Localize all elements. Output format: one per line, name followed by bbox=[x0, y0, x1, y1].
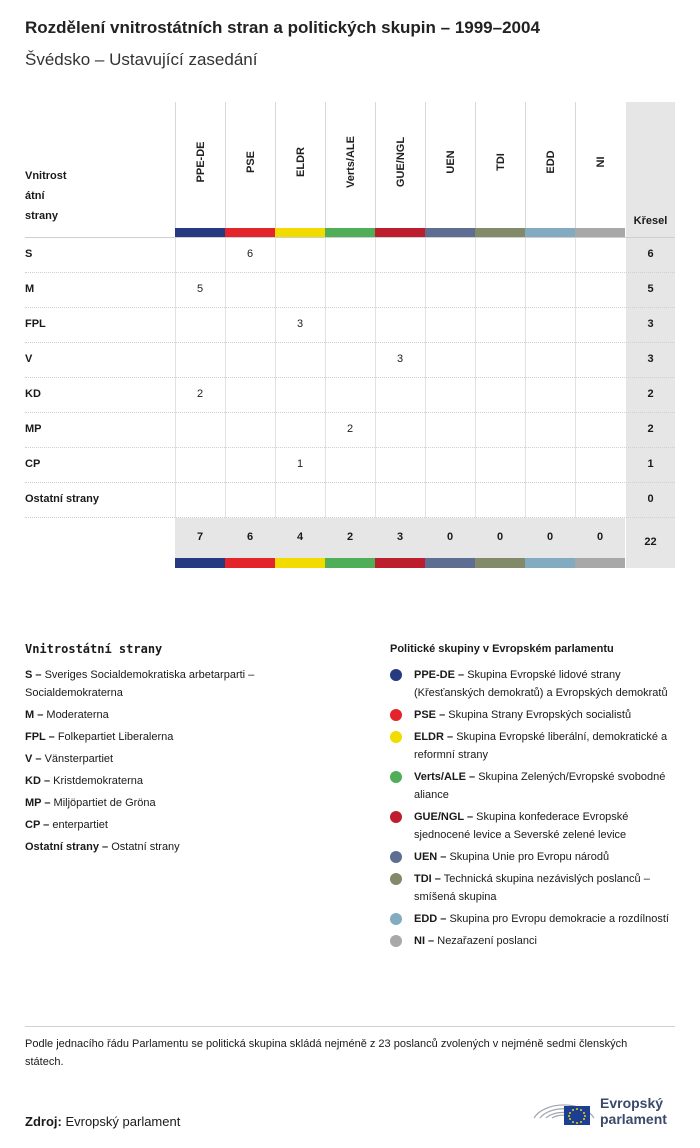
group-total: 6 bbox=[246, 531, 254, 543]
group-header-label: UEN bbox=[445, 150, 457, 174]
group-header-label: NI bbox=[595, 156, 607, 168]
header-divider bbox=[25, 237, 675, 238]
party-legend-name: Sveriges Socialdemokratiska arbetarparti – Socialdemokraterna bbox=[25, 669, 255, 699]
group-legend-name: Skupina Zelených/Evropské svobodné aliance bbox=[414, 771, 666, 801]
group-color-dot-icon bbox=[390, 873, 402, 885]
group-legend-item bbox=[390, 910, 680, 928]
group-header bbox=[375, 102, 426, 228]
party-legend-name: Folkepartiet Liberalerna bbox=[57, 731, 174, 743]
group-color-dot-icon bbox=[390, 935, 402, 947]
group-total: 0 bbox=[496, 531, 504, 543]
party-legend-abbr: KD – bbox=[25, 775, 51, 787]
row-seats: 6 bbox=[647, 248, 654, 260]
source-value: Evropský parlament bbox=[65, 1114, 181, 1129]
source bbox=[25, 1114, 180, 1129]
group-legend-abbr: PPE-DE – bbox=[414, 669, 465, 681]
group-color-bar-bottom bbox=[175, 558, 225, 568]
group-color-bar-bottom bbox=[425, 558, 475, 568]
column-divider bbox=[525, 238, 526, 518]
party-legend-name: Kristdemokraterna bbox=[53, 775, 143, 787]
row-seats: 2 bbox=[647, 423, 654, 435]
group-total: 4 bbox=[296, 531, 304, 543]
party-legend-abbr: Ostatní strany – bbox=[25, 841, 109, 853]
row-party-label: M bbox=[25, 283, 35, 295]
group-legend bbox=[390, 666, 680, 954]
group-total: 7 bbox=[196, 531, 204, 543]
row-divider bbox=[25, 482, 675, 483]
group-legend-name: Skupina pro Evropu demokracie a rozdílností bbox=[449, 913, 669, 925]
row-party-label: V bbox=[25, 353, 33, 365]
group-total: 0 bbox=[596, 531, 604, 543]
party-legend-abbr: FPL – bbox=[25, 731, 55, 743]
table-cell: 2 bbox=[196, 388, 204, 400]
column-divider bbox=[325, 238, 326, 518]
row-seats: 5 bbox=[647, 283, 654, 295]
group-color-dot-icon bbox=[390, 771, 402, 783]
group-legend-abbr: EDD – bbox=[414, 913, 447, 925]
group-color-bar-bottom bbox=[525, 558, 575, 568]
seats-column-header: Křesel bbox=[633, 215, 668, 227]
party-legend-item bbox=[25, 666, 325, 702]
group-legend-name: Skupina konfederace Evropské sjednocené levice a Severské zelené levice bbox=[414, 811, 629, 841]
group-header-label: Verts/ALE bbox=[345, 136, 357, 188]
group-legend-item bbox=[390, 768, 680, 804]
group-color-dot-icon bbox=[390, 731, 402, 743]
group-header bbox=[275, 102, 326, 228]
row-divider bbox=[25, 272, 675, 273]
group-legend-abbr: ELDR – bbox=[414, 731, 454, 743]
party-column-header: Vnitrost átní strany bbox=[25, 170, 67, 222]
group-header-label: TDI bbox=[495, 153, 507, 171]
group-color-bar-bottom bbox=[375, 558, 425, 568]
row-party-label: S bbox=[25, 248, 33, 260]
column-divider bbox=[375, 238, 376, 518]
party-legend-name: Ostatní strany bbox=[111, 841, 180, 853]
group-legend-name: Skupina Evropské lidové strany (Křesťanských demokratů) a Evropských demokratů bbox=[414, 669, 668, 699]
group-legend-item bbox=[390, 728, 680, 764]
column-divider bbox=[175, 238, 176, 518]
row-seats: 0 bbox=[647, 493, 654, 505]
group-legend-item bbox=[390, 706, 680, 724]
party-legend-abbr: V – bbox=[25, 753, 42, 765]
page-title: Rozdělení vnitrostátních stran a politických skupin – 1999–2004 bbox=[25, 18, 540, 37]
row-seats: 3 bbox=[647, 318, 654, 330]
table-cell: 2 bbox=[346, 423, 354, 435]
group-legend-name: Skupina Strany Evropských socialistů bbox=[448, 709, 632, 721]
group-color-dot-icon bbox=[390, 913, 402, 925]
group-color-bar-bottom bbox=[225, 558, 275, 568]
source-label: Zdroj: bbox=[25, 1114, 62, 1129]
group-legend-abbr: Verts/ALE – bbox=[414, 771, 476, 783]
group-legend-item bbox=[390, 848, 680, 866]
party-legend-title: Vnitrostátní strany bbox=[25, 642, 163, 656]
column-divider bbox=[225, 238, 226, 518]
row-party-label: KD bbox=[25, 388, 41, 400]
divider bbox=[25, 1026, 675, 1027]
group-legend-abbr: GUE/NGL – bbox=[414, 811, 474, 823]
column-divider bbox=[425, 238, 426, 518]
table-cell: 1 bbox=[296, 458, 304, 470]
group-color-bar-bottom bbox=[575, 558, 625, 568]
party-legend-item bbox=[25, 750, 325, 768]
group-color-bar-bottom bbox=[325, 558, 375, 568]
party-legend-abbr: S – bbox=[25, 669, 42, 681]
party-legend-name: Vänsterpartiet bbox=[44, 753, 114, 765]
total-seats: 22 bbox=[644, 536, 657, 548]
group-legend-name: Technická skupina nezávislých poslanců – smíšená skupina bbox=[414, 873, 650, 903]
row-divider bbox=[25, 412, 675, 413]
party-legend-item bbox=[25, 706, 325, 724]
party-legend-item bbox=[25, 728, 325, 746]
row-party-label: CP bbox=[25, 458, 41, 470]
party-legend-abbr: MP – bbox=[25, 797, 51, 809]
group-header bbox=[475, 102, 526, 228]
column-divider bbox=[475, 238, 476, 518]
column-divider bbox=[275, 238, 276, 518]
group-legend-item bbox=[390, 808, 680, 844]
table-cell: 5 bbox=[196, 283, 204, 295]
group-legend-name: Nezařazení poslanci bbox=[437, 935, 537, 947]
group-color-bar-bottom bbox=[475, 558, 525, 568]
row-divider bbox=[25, 517, 675, 518]
table-cell: 3 bbox=[396, 353, 404, 365]
party-legend-name: Moderaterna bbox=[46, 709, 109, 721]
group-total: 0 bbox=[446, 531, 454, 543]
footnote: Podle jednacího řádu Parlamentu se politická skupina skládá nejméně z 23 poslanců zvolených v nejméně sedmi členských státech. bbox=[25, 1038, 628, 1068]
table-cell: 3 bbox=[296, 318, 304, 330]
row-party-label: FPL bbox=[25, 318, 46, 330]
group-color-dot-icon bbox=[390, 851, 402, 863]
group-legend-abbr: TDI – bbox=[414, 873, 441, 885]
group-total: 0 bbox=[546, 531, 554, 543]
party-legend-name: Miljöpartiet de Gröna bbox=[53, 797, 156, 809]
row-seats: 2 bbox=[647, 388, 654, 400]
group-legend-item bbox=[390, 666, 680, 702]
party-legend-item bbox=[25, 794, 325, 812]
group-legend-title: Politické skupiny v Evropském parlamentu bbox=[390, 643, 614, 655]
group-color-dot-icon bbox=[390, 811, 402, 823]
logo-text: Evropský parlament bbox=[600, 1095, 667, 1127]
column-divider bbox=[575, 238, 576, 518]
group-header bbox=[225, 102, 276, 228]
party-legend-item bbox=[25, 816, 325, 834]
group-header bbox=[575, 102, 626, 228]
group-legend-abbr: UEN – bbox=[414, 851, 447, 863]
group-color-dot-icon bbox=[390, 669, 402, 681]
row-divider bbox=[25, 307, 675, 308]
group-header-label: EDD bbox=[545, 150, 557, 174]
row-divider bbox=[25, 342, 675, 343]
row-divider bbox=[25, 447, 675, 448]
page-subtitle: Švédsko – Ustavující zasedání bbox=[25, 50, 258, 69]
row-divider bbox=[25, 377, 675, 378]
table-cell: 6 bbox=[246, 248, 254, 260]
row-party-label: Ostatní strany bbox=[25, 493, 99, 505]
group-legend-abbr: NI – bbox=[414, 935, 435, 947]
row-seats: 3 bbox=[647, 353, 654, 365]
party-legend-abbr: M – bbox=[25, 709, 44, 721]
row-seats: 1 bbox=[647, 458, 654, 470]
group-legend-name: Skupina Unie pro Evropu národů bbox=[449, 851, 610, 863]
group-color-bar-bottom bbox=[275, 558, 325, 568]
group-header-label: GUE/NGL bbox=[395, 136, 407, 188]
party-legend bbox=[25, 666, 325, 860]
group-total: 2 bbox=[346, 531, 354, 543]
group-legend-abbr: PSE – bbox=[414, 709, 446, 721]
row-party-label: MP bbox=[25, 423, 42, 435]
group-header bbox=[175, 102, 226, 228]
group-legend-item bbox=[390, 870, 680, 906]
group-legend-item bbox=[390, 932, 680, 950]
group-header bbox=[525, 102, 576, 228]
group-total: 3 bbox=[396, 531, 404, 543]
party-legend-item bbox=[25, 772, 325, 790]
group-header-label: ELDR bbox=[295, 147, 307, 177]
group-header-label: PPE-DE bbox=[195, 141, 207, 183]
group-header-label: PSE bbox=[245, 150, 257, 174]
group-header bbox=[325, 102, 376, 228]
group-header bbox=[425, 102, 476, 228]
group-legend-name: Skupina Evropské liberální, demokratické a reformní strany bbox=[414, 731, 668, 761]
party-legend-abbr: CP – bbox=[25, 819, 50, 831]
group-color-dot-icon bbox=[390, 709, 402, 721]
party-legend-name: enterpartiet bbox=[52, 819, 108, 831]
party-legend-item bbox=[25, 838, 325, 856]
